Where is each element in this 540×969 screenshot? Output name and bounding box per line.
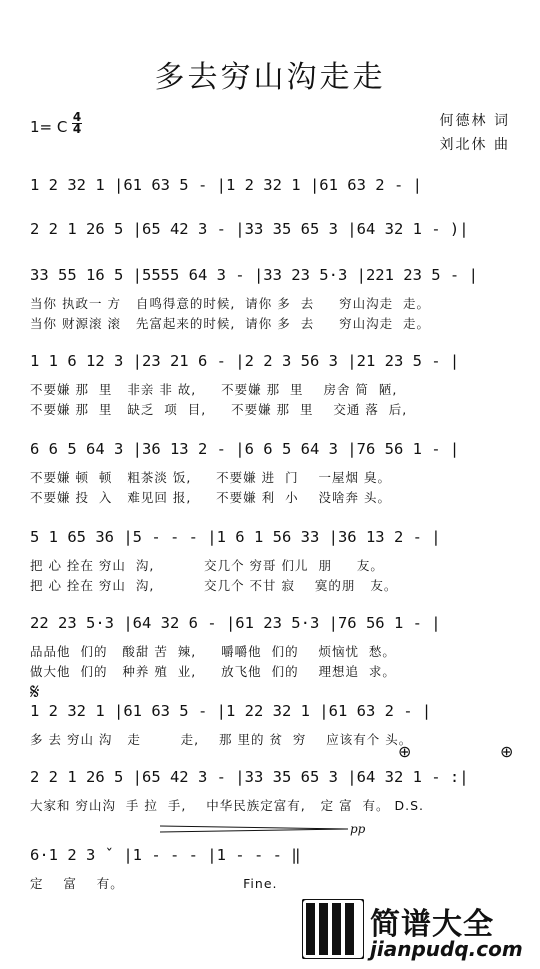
- composer-credit: 刘北休 曲: [439, 137, 510, 153]
- lyric-line: 把 心 拴在 穷山 沟, 交几个 穷哥 们儿 朋 友。: [30, 558, 384, 573]
- notation-line: 1 2 32 1 |61 63 5 - |1 2 32 1 |61 63 2 - |: [30, 176, 422, 194]
- notation-line: 2 2 1 26 5 |65 42 3 - |33 35 65 3 |64 32 1 - :|: [30, 768, 469, 786]
- notation-line: 33 55 16 5 |5555 64 3 - |33 23 5·3 |221 23 5 - |: [30, 266, 478, 284]
- time-signature: [72, 112, 82, 135]
- piano-keys-icon: [302, 899, 364, 959]
- site-logo: [302, 899, 532, 963]
- time-signature-bottom: 4: [72, 122, 82, 136]
- lyric-line: 当你 执政一 方 自鸣得意的时候, 请你 多 去 穷山沟走 走。: [30, 296, 431, 311]
- lyricist-credit: 何德林 词: [439, 113, 510, 129]
- notation-line: 1 2 32 1 |61 63 5 - |1 22 32 1 |61 63 2 - |: [30, 702, 432, 720]
- lyric-line: 做大他 们的 种养 殖 业, 放飞他 们的 理想追 求。: [30, 664, 396, 679]
- notation-line: 6·1 2 3 ˇ |1 - - - |1 - - - ‖: [30, 846, 301, 864]
- dynamics-marking: pp: [350, 822, 366, 836]
- lyric-line: 不要嫌 投 入 难见回 报, 不要嫌 利 小 没啥奔 头。: [30, 490, 391, 505]
- lyric-line: 多 去 穷山 沟 走 走, 那 里的 贫 穷 应该有个 头。: [30, 732, 413, 747]
- lyric-line: 不要嫌 那 里 非亲 非 故, 不要嫌 那 里 房舍 简 陋,: [30, 382, 398, 397]
- coda-sign: ⊕: [398, 742, 412, 761]
- coda-sign: ⊕: [500, 742, 514, 761]
- notation-line: 2 2 1 26 5 |65 42 3 - |33 35 65 3 |64 32 1 - )|: [30, 220, 469, 238]
- lyric-line: 定 富 有。 Fine.: [30, 876, 278, 891]
- segno-sign: 𝄋: [30, 680, 40, 705]
- notation-line: 1 1 6 12 3 |23 21 6 - |2 2 3 56 3 |21 23 5 - |: [30, 352, 460, 370]
- lyric-line: 当你 财源滚 滚 先富起来的时候, 请你 多 去 穷山沟走 走。: [30, 316, 431, 331]
- notation-line: 5 1 65 36 |5 - - - |1 6 1 56 33 |36 13 2 - |: [30, 528, 441, 546]
- time-signature-top: 4: [72, 110, 82, 124]
- logo-url: jianpudq.com: [370, 937, 523, 961]
- diminuendo-hairpin: [160, 824, 350, 834]
- key-signature: 1= C: [30, 118, 68, 136]
- logo-text: 简谱大全: [370, 907, 494, 942]
- lyric-line: 把 心 拴在 穷山 沟, 交几个 不甘 寂 寞的朋 友。: [30, 578, 398, 593]
- lyric-line: 不要嫌 那 里 缺乏 项 目, 不要嫌 那 里 交通 落 后,: [30, 402, 408, 417]
- lyric-line: 大家和 穷山沟 手 拉 手, 中华民族定富有, 定 富 有。 D.S.: [30, 798, 425, 813]
- notation-line: 22 23 5·3 |64 32 6 - |61 23 5·3 |76 56 1 - |: [30, 614, 441, 632]
- notation-line: 6 6 5 64 3 |36 13 2 - |6 6 5 64 3 |76 56 1 - |: [30, 440, 460, 458]
- lyric-line: 品品他 们的 酸甜 苦 辣, 嚼嚼他 们的 烦恼忧 愁。: [30, 644, 396, 659]
- lyric-line: 不要嫌 顿 顿 粗茶淡 饭, 不要嫌 进 门 一屋烟 臭。: [30, 470, 391, 485]
- page-title: 多去穷山沟走走: [154, 60, 386, 95]
